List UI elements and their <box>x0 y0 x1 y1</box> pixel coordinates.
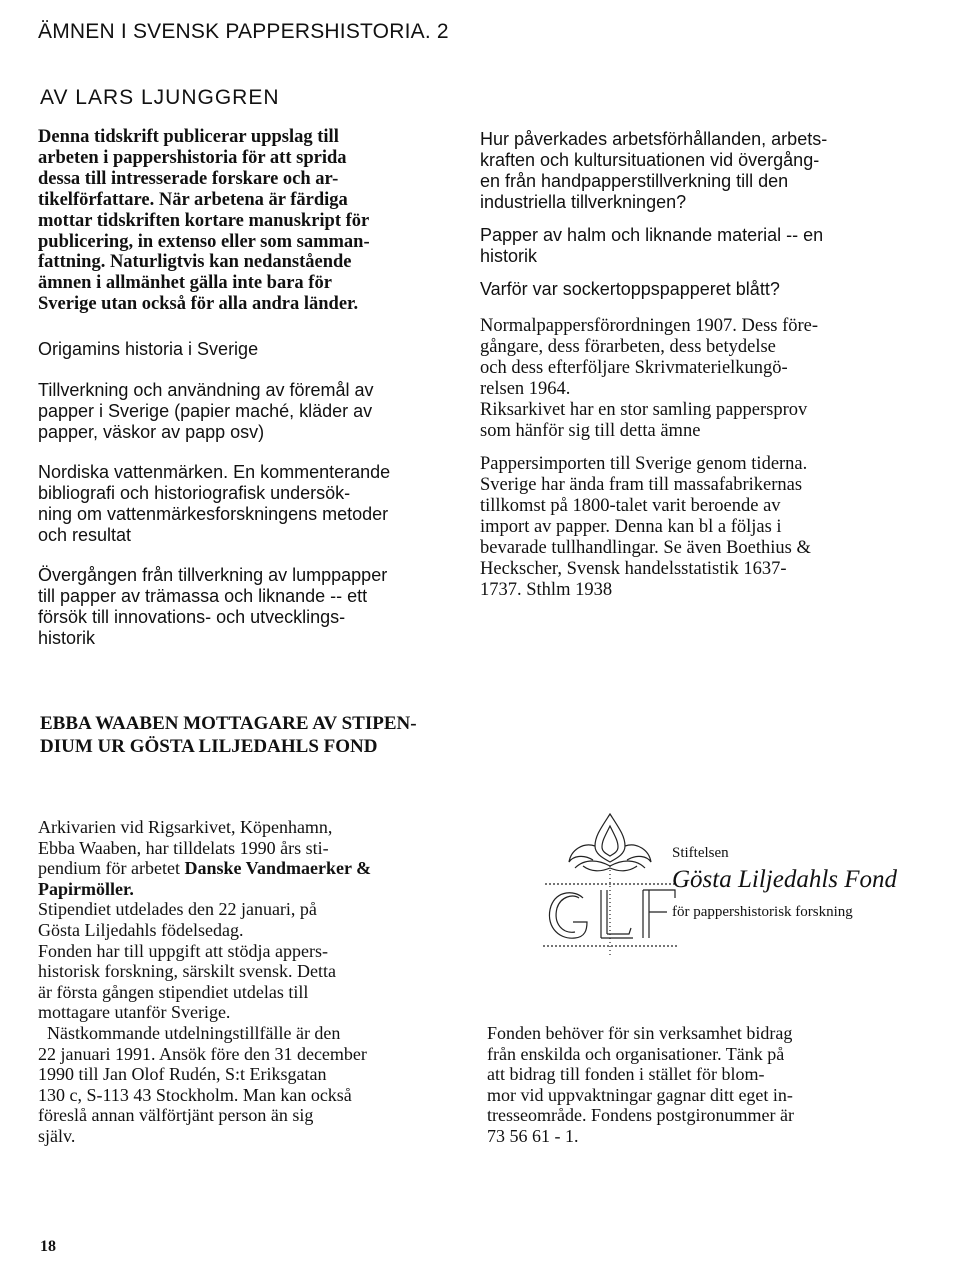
topic-line: bibliografi och historiografisk undersök- <box>38 483 351 503</box>
topic-line: historik <box>480 246 538 266</box>
topic-line: Pappersimporten till Sverige genom tiderna. <box>480 454 808 474</box>
intro-line: mottar tidskriften kortare manuskript för <box>38 210 370 231</box>
topic-line: Hur påverkades arbetsförhållanden, arbets- <box>480 129 828 149</box>
topic-line: Heckscher, Svensk handelsstatistik 1637- <box>480 559 787 579</box>
article-line: 22 januari 1991. Ansök före den 31 december <box>38 1043 367 1064</box>
topic-paragraph <box>480 225 920 267</box>
topic-paragraph <box>480 129 920 213</box>
appeal-line: 73 56 61 - 1. <box>487 1125 579 1146</box>
topic-line: bevarade tullhandlingar. Se även Boethius & <box>480 538 811 558</box>
logo-subtitle: för pappershistorisk forskning <box>672 904 853 920</box>
topic-line: import av papper. Denna kan bl a följas i <box>480 517 782 537</box>
article-line: Stipendiet utdelades den 22 januari, på <box>38 899 317 920</box>
logo-name: Gösta Liljedahls Fond <box>672 866 898 893</box>
article-line: mottagare utanför Sverige. <box>38 1002 231 1023</box>
topic-line: Varför var sockertoppspapperet blått? <box>480 279 780 299</box>
intro-line: Sverige utan också för alla andra länder. <box>38 294 359 315</box>
topic-paragraph <box>480 454 920 601</box>
topic-line: Normalpappersförordningen 1907. Dess före- <box>480 316 819 336</box>
stipend-article <box>38 817 458 1147</box>
topic-paragraph <box>38 380 458 443</box>
page-number: 18 <box>40 1238 56 1255</box>
topic-line: relsen 1964. <box>480 379 571 399</box>
topic-line: en från handpapperstillverkning till den <box>480 171 789 191</box>
topic-line: Övergången från tillverkning av lumppapper <box>38 565 388 585</box>
article-line: Arkivarien vid Rigsarkivet, Köpenhamn, <box>38 817 333 837</box>
topic-line: Riksarkivet har en stor samling pappersprov <box>480 400 808 420</box>
topic-line: Sverige har ända fram till massafabrikernas <box>480 475 803 495</box>
heading-line: EBBA WAABEN MOTTAGARE AV STIPEN- <box>40 713 417 734</box>
logo-prefix: Stiftelsen <box>672 845 729 861</box>
work-title: Danske Vandmaerker & <box>184 858 372 879</box>
topic-line: och dess efterföljare Skrivmaterielkungö- <box>480 358 788 378</box>
intro-line: Denna tidskrift publicerar uppslag till <box>38 127 339 147</box>
section-heading <box>40 712 417 758</box>
page-header-title: ÄMNEN I SVENSK PAPPERSHISTORIA. 2 <box>38 20 449 43</box>
intro-line: dessa till intresserade forskare och ar- <box>38 168 339 189</box>
intro-line: tikelförfattare. När arbetena är färdiga <box>38 189 348 210</box>
appeal-line: att bidrag till fonden i stället för blom- <box>487 1064 765 1084</box>
topic-line: Origamins historia i Sverige <box>38 339 259 359</box>
fond-logo-icon <box>535 806 685 961</box>
article-line <box>38 858 458 879</box>
topic-line: och resultat <box>38 525 132 545</box>
article-line: själv. <box>38 1125 76 1146</box>
fund-appeal <box>487 1023 907 1146</box>
topic-line: tillkomst på 1800-talet varit beroende av <box>480 496 781 516</box>
topic-line: 1737. Sthlm 1938 <box>480 580 613 600</box>
intro-paragraph <box>38 127 448 315</box>
intro-line: ämnen i allmänhet gälla inte bara för <box>38 273 332 294</box>
article-line: Fonden har till uppgift att stödja appers- <box>38 940 328 961</box>
topic-line: Nordiska vattenmärken. En kommenterande <box>38 462 391 482</box>
topic-line: Papper av halm och liknande material -- en <box>480 225 824 245</box>
article-line: 1990 till Jan Olof Rudén, S:t Eriksgatan <box>38 1064 327 1085</box>
topic-line: försök till innovations- och utvecklings- <box>38 607 346 627</box>
article-line: 130 c, S-113 43 Stockholm. Man kan också <box>38 1084 352 1105</box>
article-line: Nästkommande utdelningstillfälle är den <box>38 1022 341 1043</box>
article-line-text: pendium för arbetet <box>38 858 185 879</box>
article-line: är första gången stipendiet utdelas till <box>38 981 309 1002</box>
topic-line: till papper av trämassa och liknande -- ett <box>38 586 368 606</box>
appeal-line: från enskilda och organisationer. Tänk på <box>487 1043 785 1064</box>
author-byline: AV LARS LJUNGGREN <box>40 86 280 109</box>
appeal-line: mor vid uppvaktningar gagnar ditt eget in- <box>487 1084 793 1105</box>
topic-line: gångare, dess förarbeten, dess betydelse <box>480 337 776 357</box>
article-line: historisk forskning, särskilt svensk. Detta <box>38 961 336 982</box>
right-topic-list <box>480 129 920 613</box>
intro-line: publicering, in extenso eller som samman- <box>38 231 370 252</box>
topic-line: kraften och kultursituationen vid övergång- <box>480 150 820 170</box>
topic-paragraph <box>38 565 458 649</box>
topic-paragraph <box>38 462 458 546</box>
topic-line: industriella tillverkningen? <box>480 192 687 212</box>
article-line: Papirmöller. <box>38 878 134 899</box>
topic-line: Tillverkning och användning av föremål av <box>38 380 374 400</box>
heading-line: DIUM UR GÖSTA LILJEDAHLS FOND <box>40 736 378 757</box>
appeal-line: tresseområde. Fondens postgironummer är <box>487 1105 794 1125</box>
topic-line: som hänför sig till detta ämne <box>480 421 701 441</box>
intro-line: fattning. Naturligtvis kan nedanstående <box>38 252 352 273</box>
topic-paragraph <box>38 339 458 360</box>
topic-paragraph <box>480 316 920 442</box>
article-line: Gösta Liljedahls födelsedag. <box>38 919 244 940</box>
topic-line: papper i Sverige (papier maché, kläder av <box>38 401 373 421</box>
left-topic-list <box>38 339 458 668</box>
topic-line: ning om vattenmärkesforskningens metoder <box>38 504 389 524</box>
topic-line: historik <box>38 628 96 648</box>
intro-line: arbeten i pappershistoria för att sprida <box>38 147 347 168</box>
topic-paragraph <box>480 279 920 300</box>
article-line: Ebba Waaben, har tilldelats 1990 års sti- <box>38 837 329 858</box>
article-line: föreslå annan välförtjänt person än sig <box>38 1105 314 1126</box>
appeal-line: Fonden behöver för sin verksamhet bidrag <box>487 1023 793 1043</box>
topic-line: papper, väskor av papp osv) <box>38 422 265 442</box>
